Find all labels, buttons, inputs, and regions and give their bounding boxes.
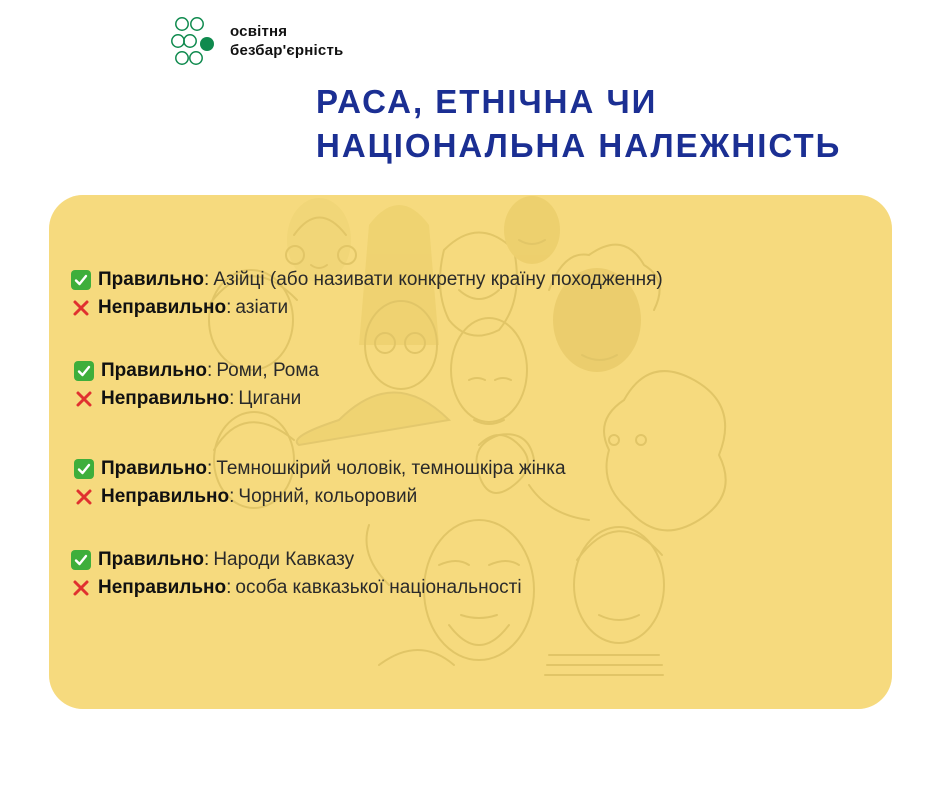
title-line-1: РАСА, ЕТНІЧНА ЧИ bbox=[316, 83, 658, 120]
logo bbox=[170, 16, 343, 66]
logo-line-1: освітня bbox=[230, 23, 288, 40]
incorrect-text: особа кавказької національності bbox=[235, 577, 522, 598]
check-mark-icon bbox=[74, 459, 94, 479]
entry-asian bbox=[71, 266, 663, 322]
correct-line: Правильно : Азійці (або називати конкретну країну походження) bbox=[71, 266, 663, 294]
title-line-2: НАЦІОНАЛЬНА НАЛЕЖНІСТЬ bbox=[316, 127, 842, 164]
entry-roma bbox=[74, 357, 319, 413]
correct-line: Правильно : Народи Кавказу bbox=[71, 546, 522, 574]
cross-mark-icon bbox=[71, 298, 91, 318]
cross-mark-icon bbox=[74, 487, 94, 507]
incorrect-label: Неправильно bbox=[98, 577, 227, 598]
incorrect-line: Неправильно : Цигани bbox=[74, 385, 319, 413]
terms-card bbox=[49, 195, 892, 709]
entry-dark-skinned bbox=[74, 455, 566, 511]
entry-caucasus bbox=[71, 546, 522, 602]
dot-ring-logo-icon bbox=[170, 16, 218, 66]
incorrect-text: Цигани bbox=[238, 388, 302, 409]
correct-text: Азійці (або називати конкретну країну походження) bbox=[213, 269, 663, 290]
correct-text: Темношкірий чоловік, темношкіра жінка bbox=[216, 458, 566, 479]
incorrect-line: Неправильно : азіати bbox=[71, 294, 663, 322]
logo-line-2: безбар'єрність bbox=[230, 42, 344, 59]
correct-label: Правильно bbox=[98, 549, 205, 570]
correct-text: Роми, Рома bbox=[216, 360, 319, 381]
page-title bbox=[316, 80, 841, 168]
incorrect-label: Неправильно bbox=[101, 388, 230, 409]
incorrect-line: Неправильно : особа кавказької національності bbox=[71, 574, 522, 602]
correct-label: Правильно bbox=[101, 360, 208, 381]
check-mark-icon bbox=[74, 361, 94, 381]
correct-label: Правильно bbox=[101, 458, 208, 479]
correct-line: Правильно : Роми, Рома bbox=[74, 357, 319, 385]
correct-text: Народи Кавказу bbox=[213, 549, 355, 570]
cross-mark-icon bbox=[71, 578, 91, 598]
incorrect-label: Неправильно bbox=[101, 486, 230, 507]
incorrect-text: Чорний, кольоровий bbox=[238, 486, 418, 507]
correct-label: Правильно bbox=[98, 269, 205, 290]
incorrect-label: Неправильно bbox=[98, 297, 227, 318]
logo-text bbox=[230, 22, 343, 60]
check-mark-icon bbox=[71, 550, 91, 570]
cross-mark-icon bbox=[74, 389, 94, 409]
correct-line: Правильно : Темношкірий чоловік, темношкіра жінка bbox=[74, 455, 566, 483]
incorrect-line: Неправильно : Чорний, кольоровий bbox=[74, 483, 566, 511]
incorrect-text: азіати bbox=[235, 297, 289, 318]
check-mark-icon bbox=[71, 270, 91, 290]
